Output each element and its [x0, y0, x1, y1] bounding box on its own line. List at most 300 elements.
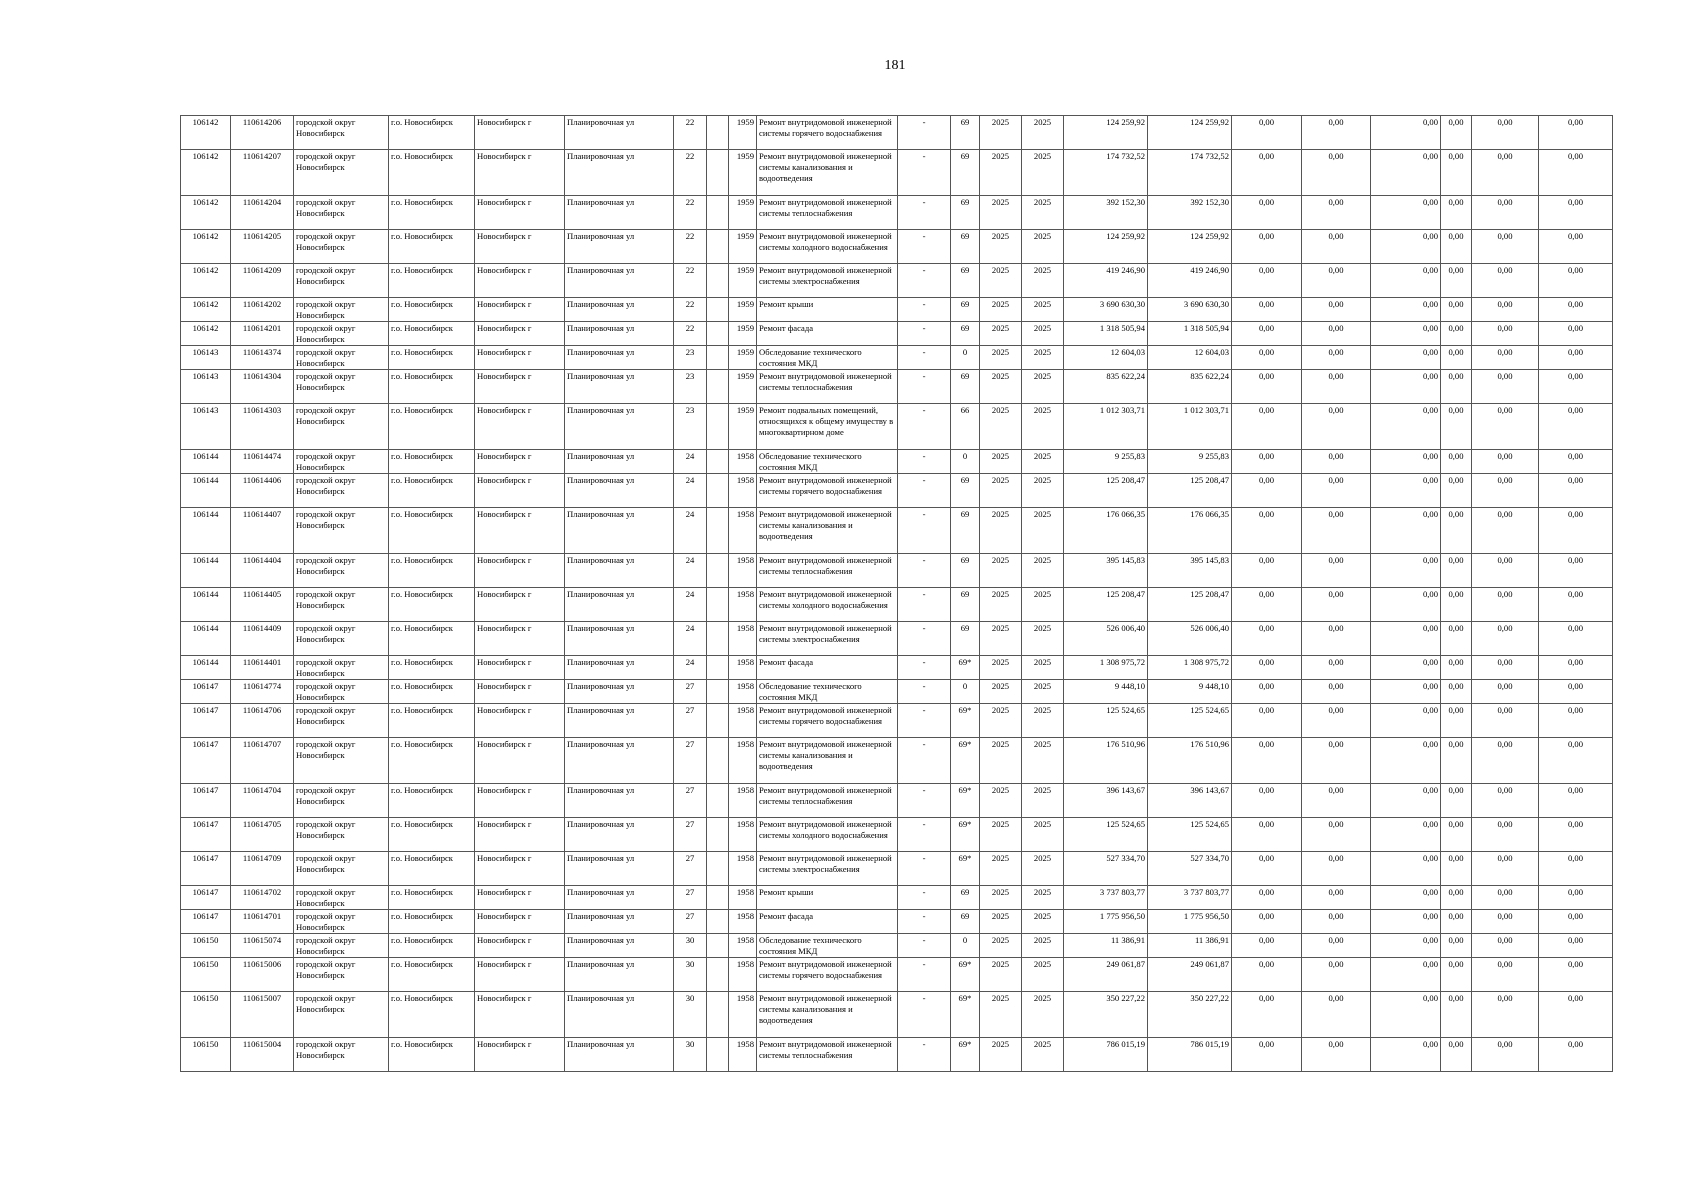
year-built-cell: 1958: [729, 588, 757, 622]
dash-cell: -: [898, 934, 951, 958]
amount-cell-3: 0,00: [1371, 370, 1441, 404]
amount-cell-1: 0,00: [1232, 474, 1302, 508]
work-id-cell: 110614405: [231, 588, 294, 622]
building-cell: [707, 264, 729, 298]
page-number: 181: [884, 58, 906, 73]
wear-cell: 0: [951, 346, 980, 370]
amount-cell-2: 0,00: [1302, 150, 1371, 196]
amount-cell-3: 0,00: [1371, 508, 1441, 554]
work-type-cell: Ремонт внутридомовой инженерной системы горячего водоснабжения: [757, 958, 898, 992]
amount-cell-5: 0,00: [1472, 704, 1539, 738]
city-cell: Новосибирск г: [475, 346, 565, 370]
house-id-cell: 106144: [181, 588, 231, 622]
building-cell: [707, 404, 729, 450]
amount-cell-6: 0,00: [1539, 370, 1613, 404]
fund-cost-cell: 835 622,24: [1148, 370, 1232, 404]
amount-cell-6: 0,00: [1539, 656, 1613, 680]
wear-cell: 69: [951, 150, 980, 196]
amount-cell-2: 0,00: [1302, 656, 1371, 680]
amount-cell-6: 0,00: [1539, 322, 1613, 346]
plan-year-end-cell: 2025: [1022, 116, 1064, 150]
year-built-cell: 1959: [729, 264, 757, 298]
plan-year-start-cell: 2025: [980, 704, 1022, 738]
building-cell: [707, 910, 729, 934]
amount-cell-4: 0,00: [1441, 554, 1472, 588]
table-row: [181, 346, 1613, 370]
district-cell: г.о. Новосибирск: [389, 588, 475, 622]
work-id-cell: 110614702: [231, 886, 294, 910]
wear-cell: 69: [951, 910, 980, 934]
work-id-cell: 110615074: [231, 934, 294, 958]
total-cost-cell: 124 259,92: [1064, 230, 1148, 264]
house-number-cell: 22: [674, 230, 707, 264]
fund-cost-cell: 1 775 956,50: [1148, 910, 1232, 934]
amount-cell-1: 0,00: [1232, 738, 1302, 784]
amount-cell-4: 0,00: [1441, 230, 1472, 264]
amount-cell-6: 0,00: [1539, 852, 1613, 886]
work-id-cell: 110614407: [231, 508, 294, 554]
amount-cell-6: 0,00: [1539, 910, 1613, 934]
city-cell: Новосибирск г: [475, 958, 565, 992]
city-cell: Новосибирск г: [475, 230, 565, 264]
wear-cell: 69: [951, 116, 980, 150]
building-cell: [707, 656, 729, 680]
work-id-cell: 110614707: [231, 738, 294, 784]
total-cost-cell: 3 690 630,30: [1064, 298, 1148, 322]
wear-cell: 69*: [951, 852, 980, 886]
building-cell: [707, 474, 729, 508]
municipality-cell: городской округ Новосибирск: [294, 322, 389, 346]
municipality-cell: городской округ Новосибирск: [294, 298, 389, 322]
wear-cell: 69*: [951, 958, 980, 992]
amount-cell-3: 0,00: [1371, 738, 1441, 784]
street-cell: Планировочная ул: [565, 934, 674, 958]
street-cell: Планировочная ул: [565, 230, 674, 264]
street-cell: Планировочная ул: [565, 656, 674, 680]
dash-cell: -: [898, 704, 951, 738]
house-number-cell: 27: [674, 852, 707, 886]
house-id-cell: 106144: [181, 622, 231, 656]
table-row: [181, 264, 1613, 298]
amount-cell-1: 0,00: [1232, 704, 1302, 738]
district-cell: г.о. Новосибирск: [389, 116, 475, 150]
amount-cell-5: 0,00: [1472, 230, 1539, 264]
work-type-cell: Ремонт внутридомовой инженерной системы теплоснабжения: [757, 784, 898, 818]
amount-cell-4: 0,00: [1441, 474, 1472, 508]
year-built-cell: 1958: [729, 508, 757, 554]
plan-year-start-cell: 2025: [980, 656, 1022, 680]
fund-cost-cell: 124 259,92: [1148, 230, 1232, 264]
municipality-cell: городской округ Новосибирск: [294, 1038, 389, 1072]
plan-year-start-cell: 2025: [980, 346, 1022, 370]
fund-cost-cell: 12 604,03: [1148, 346, 1232, 370]
plan-year-end-cell: 2025: [1022, 656, 1064, 680]
plan-year-start-cell: 2025: [980, 474, 1022, 508]
amount-cell-4: 0,00: [1441, 404, 1472, 450]
wear-cell: 69*: [951, 704, 980, 738]
amount-cell-2: 0,00: [1302, 958, 1371, 992]
municipality-cell: городской округ Новосибирск: [294, 116, 389, 150]
city-cell: Новосибирск г: [475, 784, 565, 818]
street-cell: Планировочная ул: [565, 1038, 674, 1072]
house-number-cell: 24: [674, 588, 707, 622]
table-row: [181, 784, 1613, 818]
amount-cell-6: 0,00: [1539, 230, 1613, 264]
plan-year-end-cell: 2025: [1022, 264, 1064, 298]
total-cost-cell: 527 334,70: [1064, 852, 1148, 886]
plan-year-end-cell: 2025: [1022, 404, 1064, 450]
total-cost-cell: 12 604,03: [1064, 346, 1148, 370]
amount-cell-6: 0,00: [1539, 404, 1613, 450]
plan-year-start-cell: 2025: [980, 196, 1022, 230]
street-cell: Планировочная ул: [565, 958, 674, 992]
dash-cell: -: [898, 404, 951, 450]
year-built-cell: 1959: [729, 196, 757, 230]
plan-year-end-cell: 2025: [1022, 818, 1064, 852]
table-row: [181, 622, 1613, 656]
house-number-cell: 30: [674, 992, 707, 1038]
house-id-cell: 106144: [181, 450, 231, 474]
building-cell: [707, 116, 729, 150]
amount-cell-6: 0,00: [1539, 346, 1613, 370]
work-type-cell: Обследование технического состояния МКД: [757, 680, 898, 704]
year-built-cell: 1958: [729, 910, 757, 934]
municipality-cell: городской округ Новосибирск: [294, 818, 389, 852]
amount-cell-6: 0,00: [1539, 622, 1613, 656]
amount-cell-4: 0,00: [1441, 784, 1472, 818]
building-cell: [707, 934, 729, 958]
amount-cell-6: 0,00: [1539, 886, 1613, 910]
year-built-cell: 1958: [729, 886, 757, 910]
plan-year-end-cell: 2025: [1022, 1038, 1064, 1072]
work-type-cell: Ремонт фасада: [757, 322, 898, 346]
house-id-cell: 106142: [181, 322, 231, 346]
dash-cell: -: [898, 784, 951, 818]
plan-year-start-cell: 2025: [980, 370, 1022, 404]
city-cell: Новосибирск г: [475, 322, 565, 346]
street-cell: Планировочная ул: [565, 622, 674, 656]
amount-cell-2: 0,00: [1302, 992, 1371, 1038]
work-id-cell: 110614705: [231, 818, 294, 852]
year-built-cell: 1958: [729, 992, 757, 1038]
building-cell: [707, 322, 729, 346]
amount-cell-6: 0,00: [1539, 1038, 1613, 1072]
district-cell: г.о. Новосибирск: [389, 150, 475, 196]
building-cell: [707, 958, 729, 992]
plan-year-start-cell: 2025: [980, 992, 1022, 1038]
fund-cost-cell: 1 318 505,94: [1148, 322, 1232, 346]
district-cell: г.о. Новосибирск: [389, 554, 475, 588]
street-cell: Планировочная ул: [565, 680, 674, 704]
house-number-cell: 30: [674, 1038, 707, 1072]
municipality-cell: городской округ Новосибирск: [294, 404, 389, 450]
municipality-cell: городской округ Новосибирск: [294, 196, 389, 230]
work-type-cell: Ремонт крыши: [757, 298, 898, 322]
amount-cell-6: 0,00: [1539, 508, 1613, 554]
amount-cell-1: 0,00: [1232, 196, 1302, 230]
plan-year-start-cell: 2025: [980, 298, 1022, 322]
amount-cell-4: 0,00: [1441, 508, 1472, 554]
house-id-cell: 106144: [181, 508, 231, 554]
wear-cell: 69: [951, 474, 980, 508]
house-number-cell: 27: [674, 886, 707, 910]
street-cell: Планировочная ул: [565, 852, 674, 886]
amount-cell-2: 0,00: [1302, 704, 1371, 738]
amount-cell-6: 0,00: [1539, 958, 1613, 992]
municipality-cell: городской округ Новосибирск: [294, 992, 389, 1038]
district-cell: г.о. Новосибирск: [389, 370, 475, 404]
house-id-cell: 106147: [181, 680, 231, 704]
municipality-cell: городской округ Новосибирск: [294, 934, 389, 958]
amount-cell-4: 0,00: [1441, 818, 1472, 852]
amount-cell-4: 0,00: [1441, 588, 1472, 622]
amount-cell-5: 0,00: [1472, 738, 1539, 784]
amount-cell-2: 0,00: [1302, 852, 1371, 886]
dash-cell: -: [898, 992, 951, 1038]
amount-cell-5: 0,00: [1472, 784, 1539, 818]
wear-cell: 69*: [951, 656, 980, 680]
amount-cell-1: 0,00: [1232, 958, 1302, 992]
work-id-cell: 110615004: [231, 1038, 294, 1072]
amount-cell-2: 0,00: [1302, 230, 1371, 264]
total-cost-cell: 419 246,90: [1064, 264, 1148, 298]
amount-cell-2: 0,00: [1302, 346, 1371, 370]
house-number-cell: 22: [674, 150, 707, 196]
house-number-cell: 24: [674, 622, 707, 656]
district-cell: г.о. Новосибирск: [389, 656, 475, 680]
amount-cell-4: 0,00: [1441, 298, 1472, 322]
city-cell: Новосибирск г: [475, 474, 565, 508]
amount-cell-5: 0,00: [1472, 150, 1539, 196]
work-id-cell: 110614303: [231, 404, 294, 450]
total-cost-cell: 11 386,91: [1064, 934, 1148, 958]
work-type-cell: Ремонт подвальных помещений, относящихся к общему имуществу в многоквартирном доме: [757, 404, 898, 450]
amount-cell-5: 0,00: [1472, 474, 1539, 508]
amount-cell-5: 0,00: [1472, 554, 1539, 588]
table-row: [181, 554, 1613, 588]
total-cost-cell: 125 524,65: [1064, 704, 1148, 738]
table-row: [181, 150, 1613, 196]
municipality-cell: городской округ Новосибирск: [294, 886, 389, 910]
dash-cell: -: [898, 622, 951, 656]
total-cost-cell: 786 015,19: [1064, 1038, 1148, 1072]
municipality-cell: городской округ Новосибирск: [294, 508, 389, 554]
house-id-cell: 106147: [181, 818, 231, 852]
dash-cell: -: [898, 370, 951, 404]
building-cell: [707, 150, 729, 196]
wear-cell: 69*: [951, 992, 980, 1038]
house-number-cell: 27: [674, 704, 707, 738]
amount-cell-5: 0,00: [1472, 450, 1539, 474]
total-cost-cell: 392 152,30: [1064, 196, 1148, 230]
amount-cell-4: 0,00: [1441, 910, 1472, 934]
plan-year-end-cell: 2025: [1022, 450, 1064, 474]
amount-cell-1: 0,00: [1232, 508, 1302, 554]
work-id-cell: 110614206: [231, 116, 294, 150]
work-type-cell: Ремонт внутридомовой инженерной системы канализования и водоотведения: [757, 508, 898, 554]
wear-cell: 0: [951, 450, 980, 474]
total-cost-cell: 174 732,52: [1064, 150, 1148, 196]
amount-cell-2: 0,00: [1302, 554, 1371, 588]
year-built-cell: 1958: [729, 474, 757, 508]
plan-year-end-cell: 2025: [1022, 370, 1064, 404]
street-cell: Планировочная ул: [565, 588, 674, 622]
house-id-cell: 106142: [181, 264, 231, 298]
house-number-cell: 22: [674, 298, 707, 322]
building-cell: [707, 588, 729, 622]
plan-year-end-cell: 2025: [1022, 322, 1064, 346]
dash-cell: -: [898, 508, 951, 554]
amount-cell-4: 0,00: [1441, 150, 1472, 196]
table-row: [181, 704, 1613, 738]
year-built-cell: 1958: [729, 784, 757, 818]
registry-table-body: [181, 116, 1613, 1072]
plan-year-start-cell: 2025: [980, 1038, 1022, 1072]
house-number-cell: 24: [674, 656, 707, 680]
amount-cell-3: 0,00: [1371, 264, 1441, 298]
house-id-cell: 106144: [181, 554, 231, 588]
work-id-cell: 110614701: [231, 910, 294, 934]
house-id-cell: 106150: [181, 1038, 231, 1072]
fund-cost-cell: 125 524,65: [1148, 818, 1232, 852]
amount-cell-6: 0,00: [1539, 298, 1613, 322]
amount-cell-2: 0,00: [1302, 784, 1371, 818]
wear-cell: 69: [951, 298, 980, 322]
house-id-cell: 106142: [181, 150, 231, 196]
plan-year-start-cell: 2025: [980, 784, 1022, 818]
work-type-cell: Ремонт внутридомовой инженерной системы горячего водоснабжения: [757, 704, 898, 738]
table-row: [181, 450, 1613, 474]
year-built-cell: 1959: [729, 322, 757, 346]
wear-cell: 66: [951, 404, 980, 450]
year-built-cell: 1958: [729, 704, 757, 738]
fund-cost-cell: 527 334,70: [1148, 852, 1232, 886]
plan-year-start-cell: 2025: [980, 910, 1022, 934]
fund-cost-cell: 395 145,83: [1148, 554, 1232, 588]
wear-cell: 69: [951, 508, 980, 554]
house-number-cell: 27: [674, 784, 707, 818]
year-built-cell: 1958: [729, 934, 757, 958]
house-number-cell: 22: [674, 196, 707, 230]
table-row: [181, 508, 1613, 554]
total-cost-cell: 124 259,92: [1064, 116, 1148, 150]
amount-cell-4: 0,00: [1441, 992, 1472, 1038]
amount-cell-3: 0,00: [1371, 958, 1441, 992]
fund-cost-cell: 786 015,19: [1148, 1038, 1232, 1072]
amount-cell-3: 0,00: [1371, 886, 1441, 910]
amount-cell-5: 0,00: [1472, 622, 1539, 656]
amount-cell-4: 0,00: [1441, 958, 1472, 992]
building-cell: [707, 298, 729, 322]
amount-cell-4: 0,00: [1441, 116, 1472, 150]
work-type-cell: Ремонт внутридомовой инженерной системы канализования и водоотведения: [757, 150, 898, 196]
building-cell: [707, 450, 729, 474]
dash-cell: -: [898, 150, 951, 196]
district-cell: г.о. Новосибирск: [389, 450, 475, 474]
plan-year-start-cell: 2025: [980, 886, 1022, 910]
amount-cell-6: 0,00: [1539, 704, 1613, 738]
street-cell: Планировочная ул: [565, 370, 674, 404]
table-row: [181, 404, 1613, 450]
dash-cell: -: [898, 298, 951, 322]
amount-cell-3: 0,00: [1371, 910, 1441, 934]
year-built-cell: 1959: [729, 150, 757, 196]
plan-year-end-cell: 2025: [1022, 784, 1064, 818]
city-cell: Новосибирск г: [475, 680, 565, 704]
dash-cell: -: [898, 1038, 951, 1072]
wear-cell: 69: [951, 622, 980, 656]
dash-cell: -: [898, 474, 951, 508]
district-cell: г.о. Новосибирск: [389, 886, 475, 910]
amount-cell-3: 0,00: [1371, 230, 1441, 264]
work-id-cell: 110614709: [231, 852, 294, 886]
wear-cell: 69*: [951, 818, 980, 852]
municipality-cell: городской округ Новосибирск: [294, 784, 389, 818]
city-cell: Новосибирск г: [475, 656, 565, 680]
wear-cell: 69: [951, 588, 980, 622]
work-id-cell: 110614774: [231, 680, 294, 704]
amount-cell-6: 0,00: [1539, 150, 1613, 196]
amount-cell-3: 0,00: [1371, 196, 1441, 230]
house-number-cell: 24: [674, 474, 707, 508]
city-cell: Новосибирск г: [475, 196, 565, 230]
plan-year-start-cell: 2025: [980, 508, 1022, 554]
house-id-cell: 106142: [181, 196, 231, 230]
total-cost-cell: 835 622,24: [1064, 370, 1148, 404]
fund-cost-cell: 392 152,30: [1148, 196, 1232, 230]
total-cost-cell: 176 510,96: [1064, 738, 1148, 784]
total-cost-cell: 1 308 975,72: [1064, 656, 1148, 680]
street-cell: Планировочная ул: [565, 554, 674, 588]
table-row: [181, 474, 1613, 508]
amount-cell-6: 0,00: [1539, 554, 1613, 588]
dash-cell: -: [898, 450, 951, 474]
house-number-cell: 24: [674, 554, 707, 588]
plan-year-end-cell: 2025: [1022, 346, 1064, 370]
house-id-cell: 106143: [181, 370, 231, 404]
work-type-cell: Ремонт внутридомовой инженерной системы электроснабжения: [757, 852, 898, 886]
amount-cell-4: 0,00: [1441, 370, 1472, 404]
street-cell: Планировочная ул: [565, 322, 674, 346]
city-cell: Новосибирск г: [475, 298, 565, 322]
amount-cell-1: 0,00: [1232, 656, 1302, 680]
municipality-cell: городской округ Новосибирск: [294, 622, 389, 656]
municipality-cell: городской округ Новосибирск: [294, 370, 389, 404]
plan-year-start-cell: 2025: [980, 264, 1022, 298]
total-cost-cell: 1 318 505,94: [1064, 322, 1148, 346]
amount-cell-6: 0,00: [1539, 738, 1613, 784]
plan-year-start-cell: 2025: [980, 230, 1022, 264]
year-built-cell: 1959: [729, 230, 757, 264]
dash-cell: -: [898, 958, 951, 992]
amount-cell-1: 0,00: [1232, 554, 1302, 588]
fund-cost-cell: 124 259,92: [1148, 116, 1232, 150]
amount-cell-3: 0,00: [1371, 554, 1441, 588]
work-type-cell: Ремонт внутридомовой инженерной системы канализования и водоотведения: [757, 992, 898, 1038]
plan-year-start-cell: 2025: [980, 150, 1022, 196]
house-number-cell: 23: [674, 370, 707, 404]
district-cell: г.о. Новосибирск: [389, 738, 475, 784]
amount-cell-1: 0,00: [1232, 992, 1302, 1038]
municipality-cell: городской округ Новосибирск: [294, 230, 389, 264]
municipality-cell: городской округ Новосибирск: [294, 588, 389, 622]
street-cell: Планировочная ул: [565, 992, 674, 1038]
building-cell: [707, 852, 729, 886]
plan-year-start-cell: 2025: [980, 554, 1022, 588]
amount-cell-1: 0,00: [1232, 230, 1302, 264]
district-cell: г.о. Новосибирск: [389, 404, 475, 450]
year-built-cell: 1958: [729, 1038, 757, 1072]
